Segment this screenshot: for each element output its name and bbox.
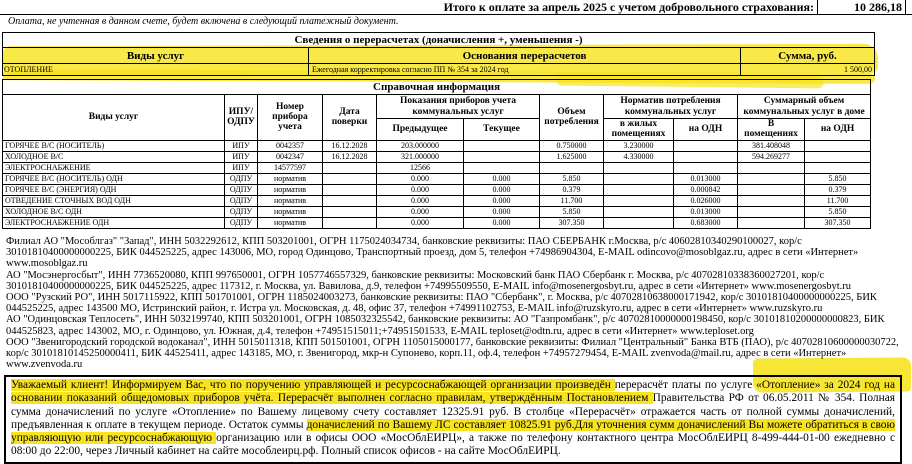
info-table: [2, 79, 871, 229]
total-due-label: Итого к оплате за апрель 2025 с учетом добровольного страхования:: [443, 0, 814, 14]
table-row: [3, 195, 871, 206]
table-row: [3, 184, 871, 195]
info-col-readings-curr: Текущее: [464, 119, 540, 141]
table-cell: [464, 162, 540, 173]
table-cell: 0.000: [464, 173, 540, 184]
table-cell: [323, 162, 377, 173]
table-cell: ОТВЕДЕНИЕ СТОЧНЫХ ВОД ОДН: [3, 195, 225, 206]
info-col-meter-type: ИПУ/ОДПУ: [225, 95, 258, 141]
table-cell: 16.12.2028: [323, 140, 377, 151]
table-cell: [674, 151, 738, 162]
table-cell: [604, 206, 674, 217]
table-cell: 0.000: [377, 206, 464, 217]
table-cell: [805, 151, 871, 162]
recalc-col-reason: Основания перерасчетов: [309, 48, 741, 64]
info-col-volume: Объем потребления: [540, 95, 604, 141]
recalc-table-body: [3, 64, 875, 76]
table-cell: [604, 173, 674, 184]
table-cell: ОДПУ: [225, 195, 258, 206]
table-cell: 0.000: [377, 173, 464, 184]
table-cell: ГОРЯЧЕЕ В/С (НОСИТЕЛЬ): [3, 140, 225, 151]
table-cell: 0.000: [464, 195, 540, 206]
provider-paragraph: АО "Мосэнергосбыт", ИНН 7736520080, КПП 997650001, ОГРН 1057746557329, банковские реквизиты: Московский банк ПАО Сбербанк г. Москва, р/с 40702810338360027201, кор/с 30101810400000000225, БИК 044525225, адрес 117312, г. Москва, ул. Вавилова, д.9, телефон +74995509550, E-MAIL info@mosenergosbyt.ru, адрес в сети «Интернет» www.mosenergosbyt.ru: [6, 269, 851, 292]
notice-text-highlighted: Уважаемый клиент! Информируем Вас, что по поручению управляющей и ресурсоснабжающей организации произведён: [11, 379, 615, 391]
table-cell: 307.350: [540, 217, 604, 228]
table-cell: норматив: [258, 195, 323, 206]
table-cell: 4.330000: [604, 151, 674, 162]
table-cell: 12566: [377, 162, 464, 173]
info-col-readings-group: Показания приборов учета коммунальных услуг: [377, 95, 540, 119]
recalc-col-amount: Сумма, руб.: [741, 48, 875, 64]
table-cell: [674, 162, 738, 173]
total-due-value: 10 286,18: [817, 0, 906, 14]
table-cell: ИПУ: [225, 162, 258, 173]
table-cell: норматив: [258, 206, 323, 217]
recalc-table-title: Сведения о перерасчетах (доначисления +, уменьшения -): [3, 33, 875, 48]
table-cell: 5.850: [540, 206, 604, 217]
notice-box: [4, 375, 902, 464]
table-cell: ХОЛОДНОЕ В/С: [3, 151, 225, 162]
table-cell: 1.625000: [540, 151, 604, 162]
info-col-readings-prev: Предыдущее: [377, 119, 464, 141]
table-cell: [805, 162, 871, 173]
table-cell: [738, 217, 805, 228]
total-due-row: [0, 0, 912, 15]
table-cell: ОДПУ: [225, 173, 258, 184]
info-col-total-premises: В помещениях: [738, 119, 805, 141]
table-cell: ОДПУ: [225, 184, 258, 195]
table-cell: 14577597: [258, 162, 323, 173]
table-cell: [604, 195, 674, 206]
table-cell: [805, 140, 871, 151]
table-cell: [738, 195, 805, 206]
table-cell: [738, 184, 805, 195]
table-cell: [323, 217, 377, 228]
table-cell: ОДПУ: [225, 217, 258, 228]
notice-text-highlighted: год на основании показаний общедомовых приборов учёта. Перерасчёт выполнен согласно правилам, утверждённым Постановлением: [11, 379, 895, 405]
notice-text-highlighted: доначислений по Вашему ЛС составляет 10825.91 руб.Для уточнения сумм доначислений Вы можете обратиться в свою управляющую или ресурсоснабжающую: [11, 418, 895, 445]
table-cell: 0042357: [258, 140, 323, 151]
table-cell: [674, 140, 738, 151]
table-cell: ЭЛЕКТРОСНАБЖЕНИЕ: [3, 162, 225, 173]
table-cell: 203.000000: [377, 140, 464, 151]
table-cell: [604, 162, 674, 173]
info-col-check-date: Дата поверки: [323, 95, 377, 141]
table-cell: 5.850: [540, 173, 604, 184]
info-table-title-row: [3, 80, 871, 95]
info-col-norm-group: Норматив потребления коммунальных услуг: [604, 95, 738, 119]
payment-note: Оплата, не учтенная в данном счете, будет включена в следующий платежный документ.: [8, 16, 399, 27]
table-cell: 0.000: [464, 206, 540, 217]
table-cell: ИПУ: [225, 151, 258, 162]
table-cell: 0.013000: [674, 206, 738, 217]
table-row: [3, 140, 871, 151]
info-table-title: Справочная информация: [3, 80, 871, 95]
notice-text: Правительства РФ от 06.05.2011 № 354. Полная сумма доначислений по услуге «Отопление» по Вашему лицевому счету составляет 12325.91 руб. В столбце «Перерасчёт» отражается часть от полной суммы доначислений, предъявленная к оплате в текущем периоде. Остаток суммы: [11, 392, 895, 431]
table-cell: 11.700: [540, 195, 604, 206]
table-cell: 594.269277: [738, 151, 805, 162]
table-cell: норматив: [258, 217, 323, 228]
table-cell: 0.379: [805, 184, 871, 195]
table-cell: ОДПУ: [225, 206, 258, 217]
table-cell: [323, 173, 377, 184]
table-cell: [464, 140, 540, 151]
info-table-body: [3, 140, 871, 228]
table-cell: 11.700: [805, 195, 871, 206]
table-cell: 16.12.2028: [323, 151, 377, 162]
info-table-header-row-1: [3, 95, 871, 119]
table-cell: 0042347: [258, 151, 323, 162]
table-cell: [738, 162, 805, 173]
table-cell: ХОЛОДНОЕ В/С ОДН: [3, 206, 225, 217]
table-cell: 0.000: [377, 184, 464, 195]
table-row: [3, 173, 871, 184]
notice-text: организацию или в офисы ООО «МосОблЕИРЦ», а также по телефону контактного центра МосОблЕИРЦ 8-499-444-01-00 ежедневно с 08:00 до 22:00, через Личный кабинет на сайте мособлеирц.рф. Полный список офисов - на сайте МосОблЕИРЦ.: [11, 432, 895, 458]
table-cell: ИПУ: [225, 140, 258, 151]
table-cell: Ежегодная корректировка согласно ПП № 354 за 2024 год: [309, 64, 741, 76]
recalc-table: [2, 32, 875, 76]
recalc-table-title-row: [3, 33, 875, 48]
table-row: [3, 217, 871, 228]
table-row: [3, 151, 871, 162]
table-cell: 381.408048: [738, 140, 805, 151]
table-cell: ГОРЯЧЕЕ В/С (НОСИТЕЛЬ) ОДН: [3, 173, 225, 184]
table-cell: 0.000: [464, 184, 540, 195]
table-cell: 0.000: [377, 217, 464, 228]
table-cell: [738, 206, 805, 217]
recalc-table-header-row: [3, 48, 875, 64]
table-cell: [604, 217, 674, 228]
table-cell: 5.850: [805, 206, 871, 217]
table-cell: [604, 184, 674, 195]
provider-paragraph: АО "Одинцовская Теплосеть", ИНН 5032199740, КПП 503201001, ОГРН 1085032325542, банковские реквизиты: АО "Газпромбанк", р/с 40702810000000198450, кор/с 30101810200000000823, БИК 044525823, адрес 143002, МО, г. Одинцово, ул. Южная, д.4, телефон +74951515011;+74951501533, E-MAIL teploset@odtn.ru, адрес в сети «Интернет» www.teploset.org: [6, 314, 885, 337]
table-cell: [540, 162, 604, 173]
provider-paragraph: Филиал АО "Мособлгаз" "Запад", ИНН 5032292612, КПП 503201001, ОГРН 1175024034734, банковские реквизиты: ПАО СБЕРБАНК г.Москва, р/с 40602810340290100027, кор/с 30101810400000000225, БИК 044525225, адрес 143006, МО, город Одинцово, Транспортный проезд, дом 5, телефон +74986904304, E-MAIL odincovo@mosoblgaz.ru, адрес в сети «Интернет» www.mosoblgaz.ru: [6, 236, 859, 270]
table-cell: [323, 184, 377, 195]
info-col-meter-number: Номер прибора учета: [258, 95, 323, 141]
table-cell: 0.000: [377, 195, 464, 206]
table-row: [3, 64, 875, 76]
table-cell: 5.850: [805, 173, 871, 184]
table-cell: норматив: [258, 173, 323, 184]
providers-info: [6, 236, 907, 370]
provider-paragraph: ООО "Звенигородский городской водоканал", ИНН 5015011318, КПП 501501001, ОГРН 1105015000177, банковские реквизиты: Филиал "Центральный" Банка ВТБ (ПАО), р/с 40702810600000030722, кор/с 30101810145250000411, БИК 44525411, адрес 143185, МО, г. Звенигород, мкр-н Супонево, корп.11, оф.4, телефон +74957279454, E-MAIL zvenvoda@mail.ru, адрес в сети «Интернет» www.zvenvoda.ru: [6, 336, 899, 371]
recalc-col-service: Виды услуг: [3, 48, 309, 64]
info-col-norm-odn: на ОДН: [674, 119, 738, 141]
table-cell: 0.000: [464, 217, 540, 228]
table-cell: 0.683000: [674, 217, 738, 228]
notice-text: перерасчёт платы по услуге «Отопление» за 2024: [614, 379, 865, 391]
table-row: [3, 162, 871, 173]
table-cell: 0.750000: [540, 140, 604, 151]
table-cell: 0.026000: [674, 195, 738, 206]
table-cell: ОТОПЛЕНИЕ: [3, 64, 309, 76]
provider-paragraph: ООО "Рузский РО", ИНН 5017115922, КПП 501701001, ОГРН 1185024003273, банковские реквизиты: ПАО "Сбербанк", г. Москва, р/с 40702810638000171942, кор/с 30101810400000000225, БИК 044525225, адрес 143500 МО, Истринский район, г. Истра ул. Московская, д. 48, офис 37, телефон +74991102753, E-MAIL info@ruzskyro.ru, адрес в сети «Интернет» www.ruzskyro.ru: [6, 292, 877, 315]
table-cell: 0.013000: [674, 173, 738, 184]
table-row: [3, 206, 871, 217]
info-col-total-odn: на ОДН: [805, 119, 871, 141]
table-cell: [323, 206, 377, 217]
table-cell: 307.350: [805, 217, 871, 228]
table-cell: [323, 195, 377, 206]
table-cell: норматив: [258, 184, 323, 195]
info-col-norm-residential: в жилых помещениях: [604, 119, 674, 141]
table-cell: ЭЛЕКТРОСНАБЖЕНИЕ ОДН: [3, 217, 225, 228]
table-cell: 0.000842: [674, 184, 738, 195]
info-col-total-group: Суммарный объем коммунальных услуг в доме: [738, 95, 871, 119]
table-cell: [464, 151, 540, 162]
table-cell: 1 500,00: [741, 64, 875, 76]
table-cell: 3.230000: [604, 140, 674, 151]
table-cell: ГОРЯЧЕЕ В/С (ЭНЕРГИЯ) ОДН: [3, 184, 225, 195]
table-cell: [738, 173, 805, 184]
table-cell: 321.000000: [377, 151, 464, 162]
info-col-service: Виды услуг: [3, 95, 225, 141]
table-cell: 0.379: [540, 184, 604, 195]
